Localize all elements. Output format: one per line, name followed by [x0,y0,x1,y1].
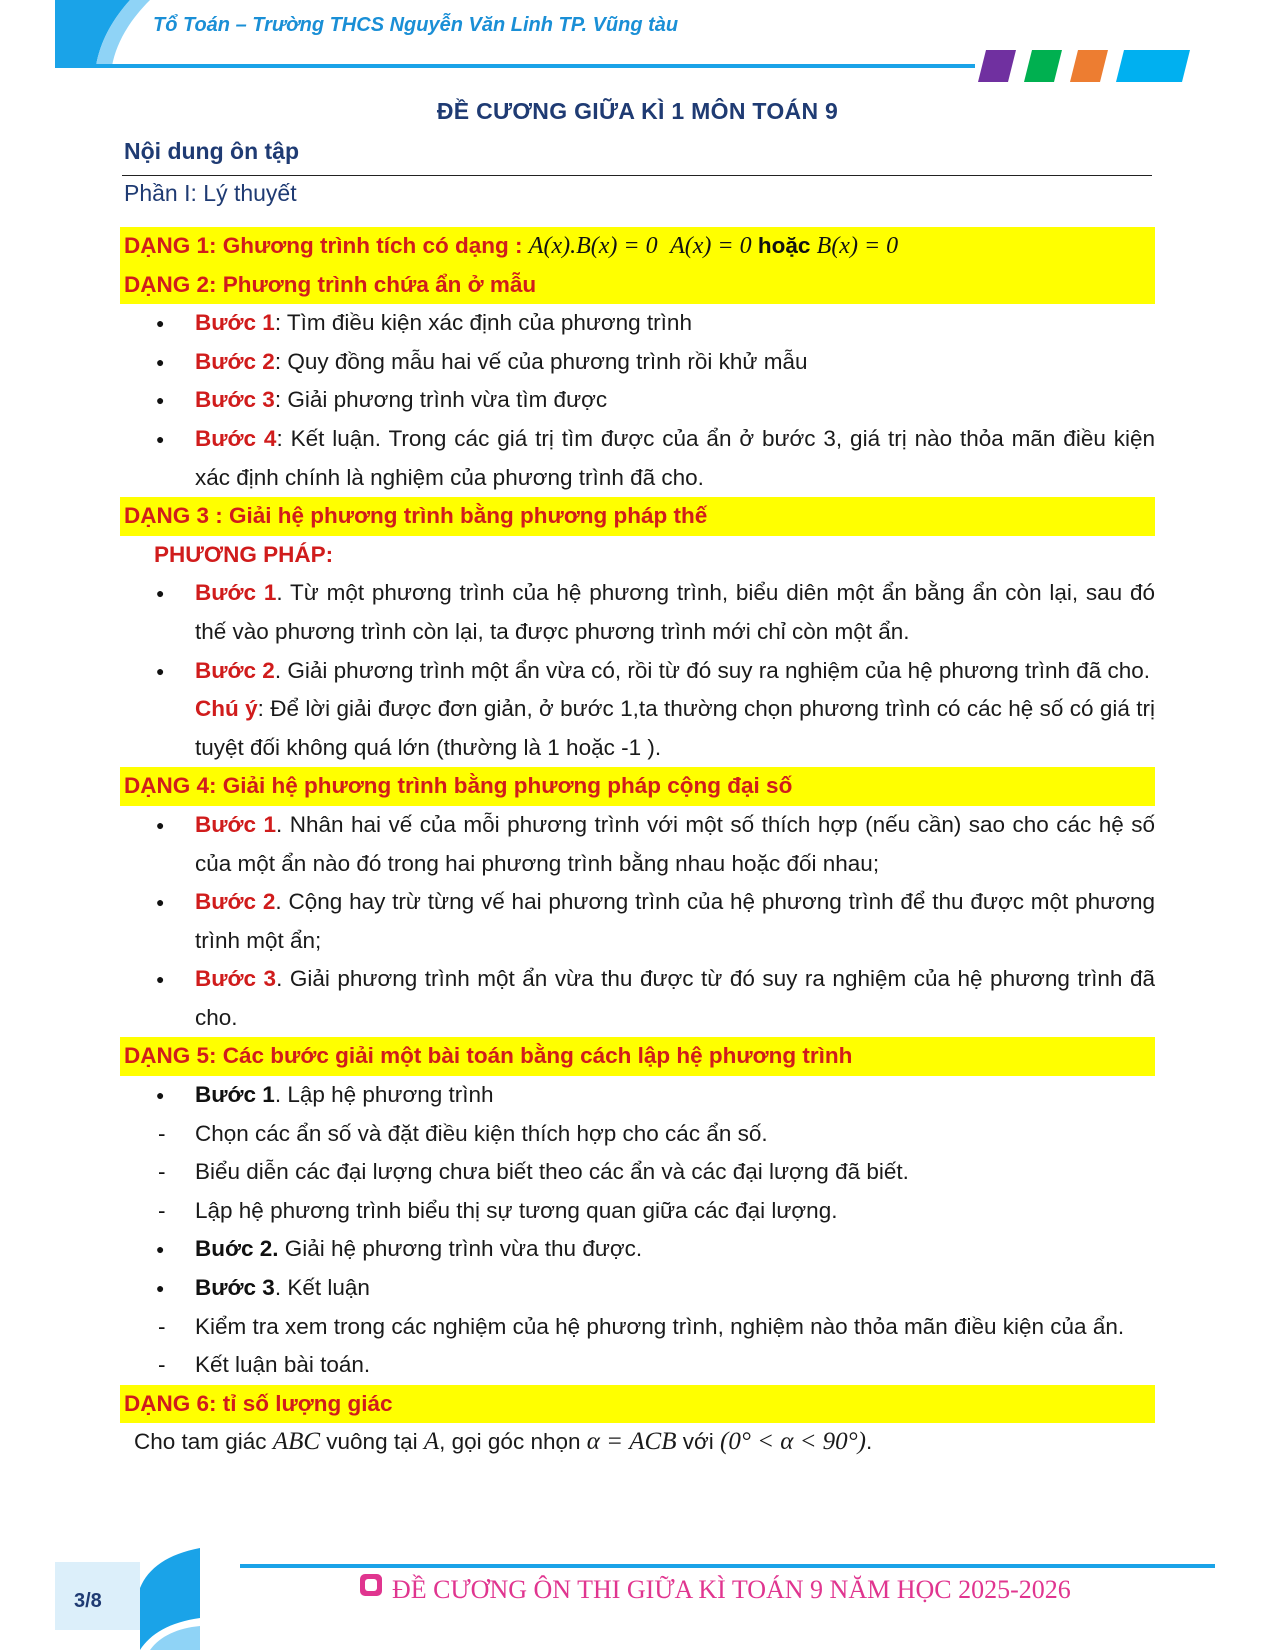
math-angle: α = ACB [586,1428,677,1456]
step-text: : Quy đồng mẫu hai vế của phương trình rồi khử mẫu [274,348,808,374]
step-text: . Cộng hay trừ từng vế hai phương trình của hệ phương trình để thu được một phương trình một ẩn; [195,889,1155,953]
blue-block [1116,50,1190,82]
section-subheading: Phần I: Lý thuyết [124,180,297,206]
step-label: Bước 2 [195,657,275,683]
step-label: Bước 1 [195,1082,275,1108]
text: . [866,1429,873,1455]
dang5-banner: DẠNG 5: Các bước giải một bài toán bằng cách lập hệ phương trình [120,1037,1155,1076]
step-label: Bước 3 [195,1275,275,1301]
step-text: : Kết luận. Trong các giá trị tìm được của ẩn ở bước 3, giá trị nào thỏa mãn điều kiện xác định chính là nghiệm của phương trình đã cho. [195,425,1155,490]
list-item [120,420,1155,497]
step-label: Bước 1 [195,811,277,837]
dash-item: - Chọn các ẩn số và đặt điều kiện thích hợp cho các ẩn số. [120,1115,1155,1154]
section-rule [122,175,1152,176]
dang1-or: hoặc [757,233,811,258]
list-item [120,343,1155,382]
math-vertex: A [423,1428,440,1456]
list-item [120,381,1155,420]
orange-block [1070,50,1108,82]
dang1-formula-b: B(x) = 0 [816,233,899,259]
step-label: Bước 1 [195,310,275,336]
step-text: . Lập hệ phương trình [274,1082,494,1108]
list-item [120,652,1155,691]
footer-corner-decoration [0,1548,240,1650]
list-item [120,1076,1155,1115]
step-text: Giải hệ phương trình vừa thu được. [278,1236,643,1262]
dash-item: - Biểu diễn các đại lượng chưa biết theo các ẩn và các đại lượng đã biết. [120,1153,1155,1192]
footer-title-text: ĐỀ CƯƠNG ÔN THI GIỮA KÌ TOÁN 9 NĂM HỌC 2025-2026 [392,1575,1071,1604]
step-text: . Giải phương trình một ẩn vừa có, rồi từ đó suy ra nghiệm của hệ phương trình đã cho. [274,657,1151,683]
dash-item: - Kiểm tra xem trong các nghiệm của hệ phương trình, nghiệm nào thỏa mãn điều kiện của ẩn. [120,1308,1155,1347]
step-label: Bước 1 [195,580,277,606]
step-label: Buớc 2. [195,1236,279,1262]
dang1-formula-product: A(x).B(x) = 0 [528,233,658,259]
step-text: . Từ một phương trình của hệ phương trình, biểu diên một ẩn bằng ẩn còn lại, sau đó thế vào phương trình còn lại, ta được phương trình mới chỉ còn một ẩn. [195,580,1155,644]
dang2-banner: DẠNG 2: Phương trình chứa ẩn ở mẫu [120,266,1155,305]
note [120,690,1155,767]
dash-item: - Kết luận bài toán. [120,1346,1155,1385]
list-item [120,883,1155,960]
step-text: . Kết luận [274,1275,370,1301]
green-block [1024,50,1062,82]
dang3-banner: DẠNG 3 : Giải hệ phương trình bằng phương pháp thế [120,497,1155,536]
text: , gọi góc nhọn [439,1429,587,1455]
school-header: Tổ Toán – Trường THCS Nguyễn Văn Linh TP. Vũng tàu [153,14,679,36]
list-item [120,960,1155,1037]
list-item [120,574,1155,651]
dang6-banner: DẠNG 6: tỉ số lượng giác [120,1385,1155,1424]
method-heading: PHƯƠNG PHÁP: [154,541,334,567]
step-text: : Giải phương trình vừa tìm được [274,387,608,413]
dash-item: - Lập hệ phương trình biểu thị sự tương quan giữa các đại lượng. [120,1192,1155,1231]
text: với [676,1429,720,1455]
blogger-icon [360,1574,382,1596]
list-item [120,304,1155,343]
step-label: Bước 2 [195,889,276,915]
header-rule [55,64,975,68]
footer-title [360,1574,1071,1605]
list-item [120,806,1155,883]
note-text: : Để lời giải được đơn giản, ở bước 1,ta thường chọn phương trình có các hệ số có giá trị tuyệt đối không quá lớn (thường là 1 hoặc -1 ). [195,696,1155,760]
text: vuông tại [320,1429,424,1455]
dang1-banner [120,227,1155,266]
step-text: : Tìm điều kiện xác định của phương trình [274,310,692,336]
step-label: Bước 3 [195,966,277,992]
step-label: Bước 3 [195,387,275,413]
dang6-statement [120,1423,1155,1462]
list-item [120,1230,1155,1269]
dang4-banner: DẠNG 4: Giải hệ phương trình bằng phương pháp cộng đại số [120,767,1155,806]
note-label: Chú ý [195,696,258,722]
text: Cho tam giác [134,1429,273,1455]
header-corner-decoration [0,0,170,80]
footer-rule [240,1564,1215,1568]
dang1-formula-a: A(x) = 0 [670,233,752,259]
step-text: . Giải phương trình một ẩn vừa thu được từ đó suy ra nghiệm của hệ phương trình đã cho. [195,966,1155,1030]
section-heading: Nội dung ôn tập [124,138,300,164]
step-text: . Nhân hai vế của mỗi phương trình với một số thích hợp (nếu cần) sao cho các hệ số của một ẩn nào đó trong hai phương trình bằng nhau hoặc đối nhau; [195,811,1155,876]
step-label: Bước 2 [195,348,275,374]
dang1-label: DẠNG 1: Ghương trình tích có dạng : [124,233,523,258]
math-range: (0° < α < 90°) [720,1428,867,1456]
document-body [120,227,1155,1462]
header-color-blocks [972,50,1222,82]
list-item [120,1269,1155,1308]
page-number: 3/8 [74,1590,102,1612]
purple-block [978,50,1016,82]
step-label: Bước 4 [195,425,277,451]
math-triangle: ABC [272,1428,321,1456]
document-title: ĐỀ CƯƠNG GIỮA KÌ 1 MÔN TOÁN 9 [436,98,839,124]
